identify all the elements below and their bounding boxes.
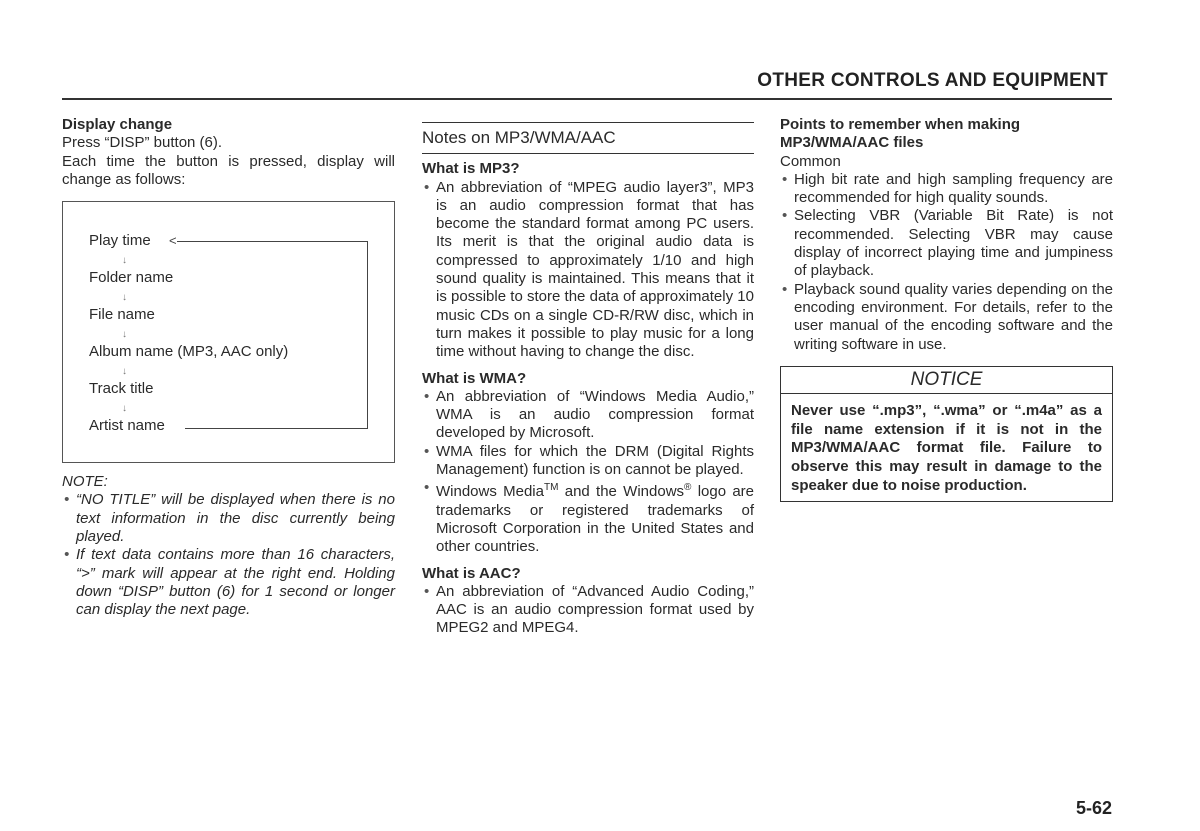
note-item: • If text data contains more than 16 characters, “>” mark will appear at the right end. Holding down “DISP” button (6) for 1 second or longer can display the next page.	[62, 546, 395, 619]
display-change-text: Each time the button is pressed, display will change as follows:	[62, 152, 395, 188]
mp3-heading: What is MP3?	[422, 160, 520, 178]
down-arrow-icon: ↓	[122, 292, 127, 304]
notice-body: Never use “.mp3”, “.wma” or “.m4a” as a file name extension if it is not in the MP3/WMA/AAC format file. Failure to observe this may result in damage to the speaker due to noise production.	[791, 402, 1102, 494]
points-item: • Playback sound quality varies depending on the encoding environment. For details, refer to the user manual of the encoding software and the writing software in use.	[780, 281, 1113, 354]
cycle-track-title: Track title	[89, 380, 154, 398]
wma-list	[422, 388, 754, 557]
cycle-play-time: Play time	[89, 232, 151, 250]
loop-line-bottom	[185, 428, 368, 429]
aac-list	[422, 583, 754, 638]
wma-item: • An abbreviation of “Windows Media Audio,” WMA is an audio compression format developed by Microsoft.	[422, 388, 754, 443]
down-arrow-icon: ↓	[122, 403, 127, 415]
note-list	[62, 491, 395, 619]
wma-item: • WMA files for which the DRM (Digital Rights Management) function is on cannot be played.	[422, 443, 754, 480]
column-mp3-notes	[422, 122, 754, 638]
page-header-title: OTHER CONTROLS AND EQUIPMENT	[757, 70, 1108, 91]
wma-trademark-item	[422, 479, 754, 556]
section-title: Notes on MP3/WMA/AAC	[422, 128, 616, 147]
page-number: 5-62	[1075, 798, 1112, 818]
note-title: NOTE:	[62, 473, 108, 491]
mp3-list	[422, 179, 754, 362]
points-list	[780, 171, 1113, 354]
header-rule	[62, 98, 1112, 100]
loop-line-right	[367, 241, 368, 429]
registered-symbol: ®	[684, 482, 692, 494]
points-item: • High bit rate and high sampling frequency are recommended for high quality sounds.	[780, 171, 1113, 208]
wma-tm-post: logo are trademarks or registered trademarks of Microsoft Corporation in the United States and other countries.	[436, 483, 755, 556]
wma-tm-pre: Windows Media	[436, 483, 544, 501]
cycle-file-name: File name	[89, 306, 155, 324]
wma-heading: What is WMA?	[422, 369, 527, 387]
cycle-folder-name: Folder name	[89, 269, 174, 287]
down-arrow-icon: ↓	[122, 329, 127, 341]
press-disp-text: Press “DISP” button (6).	[62, 134, 223, 152]
display-cycle-diagram	[62, 201, 395, 463]
column-display-change	[62, 116, 395, 620]
cycle-album-name: Album name (MP3, AAC only)	[89, 343, 289, 361]
loop-line-top	[177, 241, 367, 242]
column-points-to-remember	[780, 116, 1113, 502]
down-arrow-icon: ↓	[122, 366, 127, 378]
section-rule-bottom	[422, 153, 754, 154]
notice-title: NOTICE	[781, 367, 1112, 394]
mp3-item: • An abbreviation of “MPEG audio layer3”, MP3 is an audio compression format that has become the standard format among PC users. Its merit is that the original audio data is compressed to approximately 1/10 and high sound quality is maintained. This means that it is possible to store the data of approximately 10 music CDs on a single CD-R/RW disc, which in turn makes it possible to play music for a long time without having to change the disc.	[422, 179, 754, 362]
aac-item: • An abbreviation of “Advanced Audio Coding,” AAC is an audio compression format used by MPEG2 and MPEG4.	[422, 583, 754, 638]
note-item: • “NO TITLE” will be displayed when there is no text information in the disc currently being played.	[62, 491, 395, 546]
wma-tm-mid: and the Windows	[558, 483, 685, 501]
loop-arrow-head-icon: <	[169, 233, 177, 249]
cycle-artist-name: Artist name	[89, 417, 165, 435]
points-item: • Selecting VBR (Variable Bit Rate) is not recommended. Selecting VBR may cause display of incorrect playing time and jumpiness of playback.	[780, 207, 1113, 280]
trademark-symbol: TM	[544, 482, 559, 494]
display-change-heading: Display change	[62, 116, 173, 133]
notice-box	[780, 366, 1113, 502]
common-label: Common	[780, 152, 841, 170]
aac-heading: What is AAC?	[422, 564, 521, 582]
points-heading: Points to remember when making MP3/WMA/AAC files	[780, 116, 1021, 152]
down-arrow-icon: ↓	[122, 255, 127, 267]
